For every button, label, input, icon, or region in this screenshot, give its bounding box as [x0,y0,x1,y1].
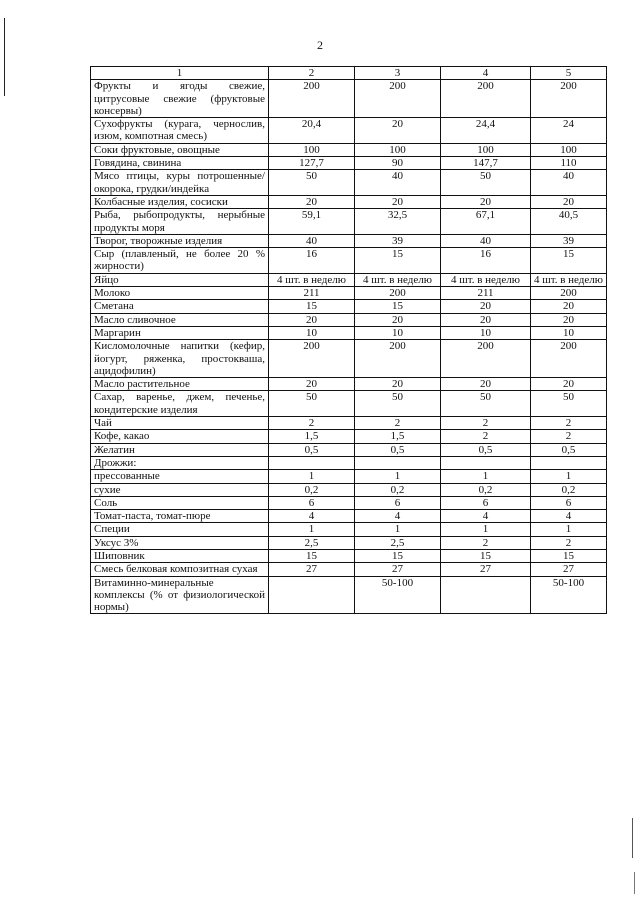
value-cell-col-3 [355,456,441,469]
value-cell-col-3: 20 [355,195,441,208]
value-cell-col-4 [441,576,531,614]
value-cell-col-4: 50 [441,391,531,417]
value-cell-col-5: 100 [531,143,607,156]
product-name-cell: Томат-паста, томат-пюре [91,510,269,523]
value-cell-col-2: 2 [269,417,355,430]
value-cell-col-3: 27 [355,563,441,576]
product-name-cell: Яйцо [91,273,269,286]
value-cell-col-2: 50 [269,391,355,417]
value-cell-col-5: 20 [531,300,607,313]
product-name-cell: Рыба, рыбопродукты, нерыбные продукты моря [91,209,269,235]
table-row [91,287,607,300]
value-cell-col-3: 20 [355,118,441,144]
value-cell-col-3: 10 [355,326,441,339]
table-body [91,67,607,614]
product-name-cell: Смесь белковая композитная сухая [91,563,269,576]
product-name-cell: Кисломолочные напитки (кефир, йогурт, ряженка, простокваша, ацидофилин) [91,340,269,378]
product-name-cell: Молоко [91,287,269,300]
value-cell-col-2: 1 [269,523,355,536]
value-cell-col-4: 4 шт. в неделю [441,273,531,286]
value-cell-col-3: 200 [355,287,441,300]
product-name-cell: Чай [91,417,269,430]
table-row [91,576,607,614]
value-cell-col-5: 1 [531,523,607,536]
value-cell-col-3: 39 [355,234,441,247]
value-cell-col-5: 0,5 [531,443,607,456]
product-name-cell: Кофе, какао [91,430,269,443]
value-cell-col-2: 4 [269,510,355,523]
value-cell-col-4: 4 [441,510,531,523]
value-cell-col-5: 0,2 [531,483,607,496]
value-cell-col-3: 2 [355,417,441,430]
value-cell-col-4: 20 [441,378,531,391]
value-cell-col-4: 2 [441,430,531,443]
food-norms-table [90,66,607,614]
value-cell-col-4: 27 [441,563,531,576]
table-row [91,563,607,576]
value-cell-col-5: 2 [531,430,607,443]
scan-edge-mark [632,818,633,858]
value-cell-col-4: 211 [441,287,531,300]
value-cell-col-5: 4 шт. в неделю [531,273,607,286]
value-cell-col-3: 0,2 [355,483,441,496]
value-cell-col-5: 200 [531,340,607,378]
product-name-cell: Соль [91,496,269,509]
value-cell-col-3: 15 [355,248,441,274]
table-row [91,195,607,208]
product-name-cell: Колбасные изделия, сосиски [91,195,269,208]
value-cell-col-5: 10 [531,326,607,339]
table-row [91,118,607,144]
value-cell-col-4: 24,4 [441,118,531,144]
header-row [91,67,607,80]
value-cell-col-5: 2 [531,417,607,430]
value-cell-col-2: 20 [269,313,355,326]
value-cell-col-3: 50-100 [355,576,441,614]
value-cell-col-3: 1 [355,470,441,483]
value-cell-col-2: 16 [269,248,355,274]
value-cell-col-4: 0,5 [441,443,531,456]
value-cell-col-4 [441,456,531,469]
table-row [91,536,607,549]
value-cell-col-5: 50 [531,391,607,417]
column-header-1: 1 [91,67,269,80]
value-cell-col-5: 39 [531,234,607,247]
table-row [91,549,607,562]
table-row [91,470,607,483]
value-cell-col-4: 20 [441,313,531,326]
product-name-cell: Мясо птицы, куры потрошенные/окорока, грудки/индейка [91,170,269,196]
value-cell-col-2: 20 [269,195,355,208]
value-cell-col-2: 0,5 [269,443,355,456]
value-cell-col-2: 211 [269,287,355,300]
product-name-cell: Желатин [91,443,269,456]
product-name-cell: прессованные [91,470,269,483]
table-row [91,456,607,469]
value-cell-col-3: 2,5 [355,536,441,549]
value-cell-col-5: 15 [531,549,607,562]
table-row [91,170,607,196]
value-cell-col-3: 50 [355,391,441,417]
value-cell-col-3: 200 [355,340,441,378]
value-cell-col-4: 147,7 [441,157,531,170]
value-cell-col-4: 1 [441,470,531,483]
value-cell-col-5: 27 [531,563,607,576]
value-cell-col-3: 0,5 [355,443,441,456]
value-cell-col-2: 200 [269,340,355,378]
product-name-cell: Сыр (плавленый, не более 20 % жирности) [91,248,269,274]
value-cell-col-5: 24 [531,118,607,144]
product-name-cell: Сухофрукты (курага, чернослив, изюм, компотная смесь) [91,118,269,144]
table-row [91,80,607,118]
value-cell-col-4: 10 [441,326,531,339]
value-cell-col-4: 50 [441,170,531,196]
value-cell-col-5: 40,5 [531,209,607,235]
table-row [91,523,607,536]
product-name-cell: Сахар, варенье, джем, печенье, кондитерские изделия [91,391,269,417]
value-cell-col-3: 200 [355,80,441,118]
value-cell-col-4: 67,1 [441,209,531,235]
value-cell-col-2: 59,1 [269,209,355,235]
value-cell-col-2: 1,5 [269,430,355,443]
table-row [91,209,607,235]
product-name-cell: Сметана [91,300,269,313]
table-row [91,417,607,430]
column-header-5: 5 [531,67,607,80]
table-row [91,273,607,286]
value-cell-col-2: 6 [269,496,355,509]
product-name-cell: Дрожжи: [91,456,269,469]
value-cell-col-5: 20 [531,195,607,208]
table-row [91,430,607,443]
value-cell-col-2: 100 [269,143,355,156]
table-row [91,340,607,378]
value-cell-col-5: 15 [531,248,607,274]
value-cell-col-5: 4 [531,510,607,523]
value-cell-col-3: 4 [355,510,441,523]
value-cell-col-5: 110 [531,157,607,170]
value-cell-col-3: 6 [355,496,441,509]
value-cell-col-4: 6 [441,496,531,509]
table-row [91,157,607,170]
value-cell-col-3: 32,5 [355,209,441,235]
value-cell-col-4: 20 [441,300,531,313]
value-cell-col-2: 0,2 [269,483,355,496]
value-cell-col-2: 127,7 [269,157,355,170]
value-cell-col-2: 10 [269,326,355,339]
table-row [91,496,607,509]
column-header-4: 4 [441,67,531,80]
table-row [91,326,607,339]
value-cell-col-2: 50 [269,170,355,196]
value-cell-col-3: 40 [355,170,441,196]
product-name-cell: Маргарин [91,326,269,339]
value-cell-col-5: 20 [531,378,607,391]
value-cell-col-2: 27 [269,563,355,576]
value-cell-col-5: 200 [531,287,607,300]
value-cell-col-5: 2 [531,536,607,549]
value-cell-col-5: 40 [531,170,607,196]
product-name-cell: сухие [91,483,269,496]
page-number: 2 [317,38,323,52]
value-cell-col-2: 1 [269,470,355,483]
value-cell-col-4: 100 [441,143,531,156]
value-cell-col-5: 6 [531,496,607,509]
value-cell-col-4: 15 [441,549,531,562]
value-cell-col-3: 90 [355,157,441,170]
table-row [91,234,607,247]
product-name-cell: Говядина, свинина [91,157,269,170]
table-row [91,378,607,391]
column-header-3: 3 [355,67,441,80]
table-row [91,248,607,274]
table-row [91,391,607,417]
value-cell-col-4: 200 [441,80,531,118]
value-cell-col-2: 20,4 [269,118,355,144]
table-row [91,313,607,326]
product-name-cell: Фрукты и ягоды свежие, цитрусовые свежие (фруктовые консервы) [91,80,269,118]
value-cell-col-2: 15 [269,300,355,313]
value-cell-col-5: 1 [531,470,607,483]
value-cell-col-4: 0,2 [441,483,531,496]
value-cell-col-4: 2 [441,536,531,549]
scan-edge-mark [4,18,5,96]
value-cell-col-5: 20 [531,313,607,326]
product-name-cell: Уксус 3% [91,536,269,549]
value-cell-col-2: 200 [269,80,355,118]
value-cell-col-2 [269,576,355,614]
value-cell-col-5 [531,456,607,469]
product-name-cell: Масло растительное [91,378,269,391]
product-name-cell: Соки фруктовые, овощные [91,143,269,156]
table-row [91,443,607,456]
value-cell-col-5: 200 [531,80,607,118]
scan-edge-mark [634,872,635,894]
value-cell-col-3: 15 [355,549,441,562]
value-cell-col-4: 16 [441,248,531,274]
table-row [91,300,607,313]
value-cell-col-2 [269,456,355,469]
value-cell-col-2: 40 [269,234,355,247]
value-cell-col-5: 50-100 [531,576,607,614]
value-cell-col-3: 1,5 [355,430,441,443]
value-cell-col-3: 1 [355,523,441,536]
value-cell-col-4: 200 [441,340,531,378]
value-cell-col-2: 2,5 [269,536,355,549]
value-cell-col-2: 15 [269,549,355,562]
value-cell-col-4: 2 [441,417,531,430]
table-row [91,483,607,496]
product-name-cell: Специи [91,523,269,536]
value-cell-col-3: 4 шт. в неделю [355,273,441,286]
value-cell-col-4: 40 [441,234,531,247]
product-name-cell: Масло сливочное [91,313,269,326]
value-cell-col-2: 4 шт. в неделю [269,273,355,286]
value-cell-col-3: 20 [355,378,441,391]
table-row [91,510,607,523]
value-cell-col-3: 15 [355,300,441,313]
value-cell-col-3: 20 [355,313,441,326]
value-cell-col-4: 20 [441,195,531,208]
value-cell-col-4: 1 [441,523,531,536]
value-cell-col-2: 20 [269,378,355,391]
table-row [91,143,607,156]
value-cell-col-3: 100 [355,143,441,156]
product-name-cell: Творог, творожные изделия [91,234,269,247]
column-header-2: 2 [269,67,355,80]
product-name-cell: Шиповник [91,549,269,562]
product-name-cell: Витаминно-минеральные комплексы (% от физиологической нормы) [91,576,269,614]
